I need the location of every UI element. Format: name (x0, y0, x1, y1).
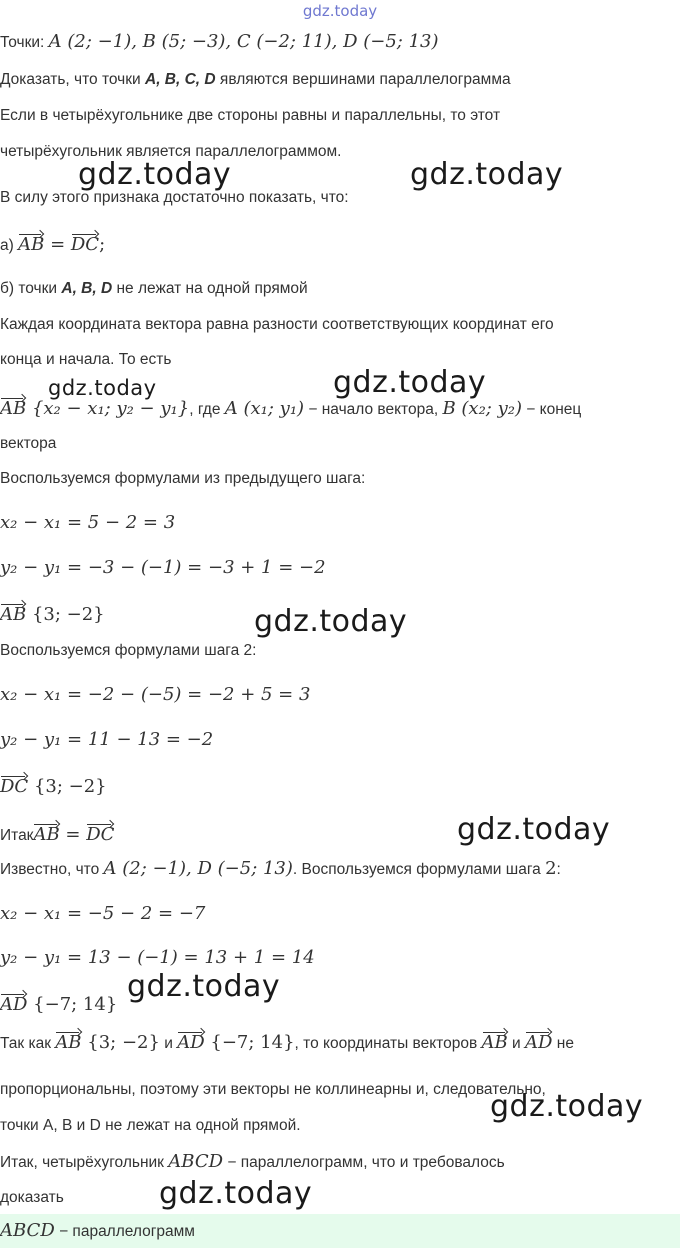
vector-ad: AD (177, 1027, 204, 1052)
watermark: gdz.today (490, 1089, 644, 1124)
then-text: , то координаты векторов (294, 1035, 482, 1052)
watermark: gdz.today (254, 604, 408, 639)
semicolon: ; (99, 234, 106, 255)
task-text-end: являются вершинами параллелограмма (215, 71, 511, 88)
sufficient-condition: В силу этого признака достаточно показать, что: (0, 189, 349, 206)
vector-dc-coords: {3; −2} (28, 776, 107, 797)
equals-sign: = (59, 824, 87, 845)
watermark: gdz.today (333, 365, 487, 400)
calc-ad-y: y₂ − y₁ = 13 − (−1) = 13 + 1 = 14 (0, 947, 315, 968)
vector-ab: AB (18, 229, 44, 254)
criterion-line-1: Если в четырёхугольнике две стороны равны и параллельны, то этот (0, 107, 501, 124)
vector-dc: DC (0, 771, 28, 796)
vector-word: вектора (0, 435, 57, 452)
answer-box (0, 1214, 680, 1248)
conclusion-line-1: пропорциональны, поэтому эти векторы не коллинеарны и, следовательно, (0, 1081, 546, 1098)
calc-ab-y: y₂ − y₁ = −3 − (−1) = −3 + 1 = −2 (0, 557, 326, 578)
vector-formula: {x₂ − x₁; y₂ − y₁} (26, 398, 190, 419)
final-text-end: − параллелограмм, что и требовалось (223, 1154, 505, 1171)
colon: : (556, 861, 561, 878)
vector-dc: DC (71, 229, 99, 254)
ab-equals-dc (0, 819, 114, 847)
final-line-2: доказать (0, 1189, 64, 1206)
since-text: Так как (0, 1035, 56, 1052)
vector-ad: AD (525, 1027, 552, 1052)
conclusion-line-2: точки A, B и D не лежат на одной прямой. (0, 1117, 301, 1134)
vector-ab: AB (0, 599, 26, 624)
known-text: Известно, что (0, 861, 104, 878)
answer-text: − параллелограмм (54, 1223, 195, 1240)
result-dc (0, 771, 107, 799)
condition-a (0, 229, 105, 257)
given-points-line (0, 31, 439, 54)
non-proportional-line (0, 1027, 574, 1055)
condition-a-label: а) (0, 237, 14, 254)
vector-ad: AD (0, 989, 27, 1014)
condition-b (0, 278, 308, 300)
and-text: и (159, 1035, 178, 1052)
calc-dc-y: y₂ − y₁ = 11 − 13 = −2 (0, 729, 214, 750)
vector-ab: AB (0, 393, 26, 418)
so-label: Итак (0, 827, 34, 844)
result-ad (0, 989, 117, 1017)
answer-math: ABCD (0, 1220, 55, 1241)
formula-text: , где (189, 401, 225, 418)
rule-line-1: Каждая координата вектора равна разности соответствующих координат его (0, 316, 554, 333)
vector-ab: AB (55, 1027, 81, 1052)
answer-line (0, 1220, 195, 1243)
watermark: gdz.today (457, 812, 611, 847)
calc-ab-x: x₂ − x₁ = 5 − 2 = 3 (0, 512, 176, 533)
and-text: и (507, 1035, 526, 1052)
watermark: gdz.today (159, 1176, 313, 1211)
vector-ab: AB (33, 819, 59, 844)
final-line (0, 1151, 505, 1174)
condition-b-points: A, B, D (61, 280, 113, 297)
formula-text: − конец (522, 401, 582, 418)
not-text: не (552, 1035, 574, 1052)
known-points-math: A (2; −1), D (−5; 13) (103, 858, 293, 879)
vector-ad-coords: {−7; 14} (204, 1032, 295, 1053)
point-a-general: A (x₁; y₁) (224, 398, 305, 419)
result-ab (0, 599, 105, 627)
watermark: gdz.today (127, 969, 281, 1004)
point-b-general: B (x₂; y₂) (442, 398, 522, 419)
equals-sign: = (44, 234, 71, 255)
vector-dc: DC (86, 819, 114, 844)
calc-dc-x: x₂ − x₁ = −2 − (−5) = −2 + 5 = 3 (0, 684, 311, 705)
vector-ad-coords: {−7; 14} (27, 994, 118, 1015)
vector-ab: AB (482, 1027, 508, 1052)
known-points-line (0, 858, 561, 881)
quadrilateral-name: ABCD (168, 1151, 224, 1172)
step-intro-2: Воспользуемся формулами шага 2: (0, 642, 257, 659)
step-number: 2 (545, 858, 557, 879)
calc-ad-x: x₂ − x₁ = −5 − 2 = −7 (0, 903, 206, 924)
step-intro-1: Воспользуемся формулами из предыдущего шага: (0, 470, 366, 487)
task-text: Доказать, что точки (0, 71, 145, 88)
task-points: A, B, C, D (145, 71, 216, 88)
site-watermark-top: gdz.today (302, 2, 378, 20)
rule-line-2: конца и начала. То есть (0, 351, 172, 368)
vector-ab-coords: {3; −2} (81, 1032, 160, 1053)
formula-text: − начало вектора, (304, 401, 443, 418)
watermark: gdz.today (410, 157, 564, 192)
condition-b-text: б) точки (0, 280, 62, 297)
final-text: Итак, четырёхугольник (0, 1154, 169, 1171)
watermark: gdz.today (48, 376, 157, 400)
known-text: . Воспользуемся формулами шага (292, 861, 546, 878)
criterion-line-2: четырёхугольник является параллелограммом. (0, 143, 342, 160)
given-points-math: A (2; −1), B (5; −3), C (−2; 11), D (−5; 13) (48, 31, 439, 52)
given-label: Точки: (0, 34, 45, 51)
vector-ab-coords: {3; −2} (26, 604, 105, 625)
task-statement (0, 69, 511, 91)
watermark: gdz.today (78, 157, 232, 192)
condition-b-text-end: не лежат на одной прямой (112, 280, 308, 297)
